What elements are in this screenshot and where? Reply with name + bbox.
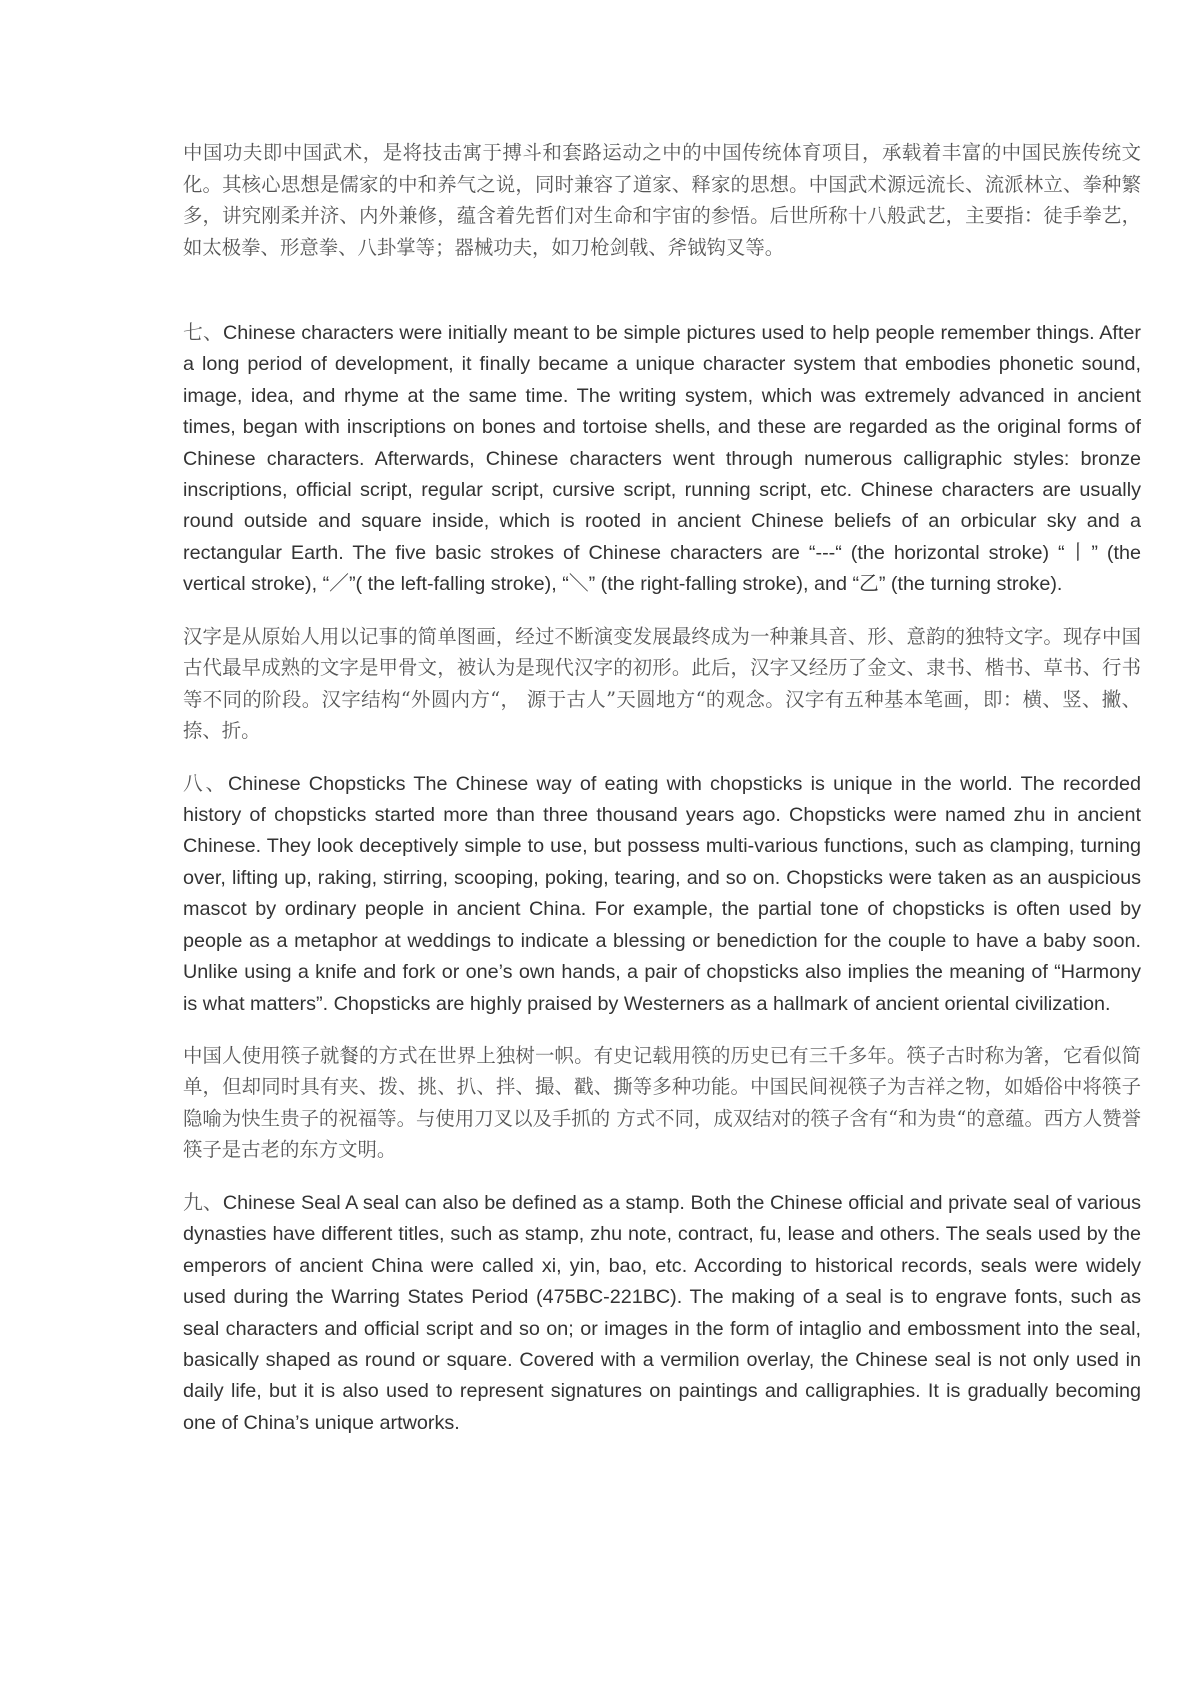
paragraph-characters-en [183,317,1141,601]
paragraph-seal-en [183,1187,1141,1439]
document-page [183,137,1141,1439]
section-number: 七、 [183,321,223,344]
paragraph-chopsticks-en [183,768,1141,1020]
paragraph-text: Chinese Chopsticks The Chinese way of eating with chopsticks is unique in the world. The recorded history of chopsticks started more than three thousand years ago. Chopsticks were named zhu in ancient Chinese. They look deceptively simple to use, but possess multi-various functions, such as clamping, turning over, lifting up, raking, stirring, scooping, poking, tearing, and so on. Chopsticks were taken as an auspicious mascot by ordinary people in ancient China. For example, the partial tone of chopsticks is often used by people as a metaphor at weddings to indicate a blessing or benediction for the couple to have a baby soon. Unlike using a knife and fork or one’s own hands, a pair of chopsticks also implies the meaning of “Harmony is what matters”. Chopsticks are highly praised by Westerners as a hallmark of ancient oriental civilization. [183,772,1141,1015]
section-number: 九、 [183,1190,223,1214]
paragraph-text: Chinese characters were initially meant to be simple pictures used to help people remember things. After a long period of development, it finally became a unique character system that embodies phonetic sound, image, idea, and rhyme at the same time. The writing system, which was extremely advanced in ancient times, began with inscriptions on bones and tortoise shells, and these are regarded as the original forms of Chinese characters. Afterwards, Chinese characters went through numerous calligraphic styles: bronze inscriptions, official script, regular script, cursive script, running script, etc. Chinese characters are usually round outside and square inside, which is rooted in ancient Chinese beliefs of an orbicular sky and a rectangular Earth. The five basic strokes of Chinese characters are “---“ (the horizontal stroke) “丨” (the vertical stroke), “／”( the left-falling stroke), “＼” (the right-falling stroke), and “乙” (the turning stroke). [183,322,1141,596]
paragraph-chopsticks-zh: 中国人使用筷子就餐的方式在世界上独树一帜。有史记载用筷的历史已有三千多年。筷子古时称为箸，它看似简单，但却同时具有夹、拨、挑、扒、拌、撮、戳、撕等多种功能。中国民间视筷子为吉祥之物，如婚俗中将筷子隐喻为快生贵子的祝福等。与使用刀叉以及手抓的 方式不同，成双结对的筷子含有“和为贵“的意蕴。西方人赞誉筷子是古老的东方文明。 [183,1043,1141,1162]
paragraph-kungfu-zh: 中国功夫即中国武术，是将技击寓于搏斗和套路运动之中的中国传统体育项目，承载着丰富的中国民族传统文化。其核心思想是儒家的中和养气之说，同时兼容了道家、释家的思想。中国武术源远流长、流派林立、拳种繁多，讲究刚柔并济、内外兼修，蕴含着先哲们对生命和宇宙的参悟。后世所称十八般武艺，主要指：徒手拳艺，如太极拳、形意拳、八卦掌等；器械功夫，如刀枪剑戟、斧钺钩叉等。 [183,141,1141,259]
paragraph-text: Chinese Seal A seal can also be defined as a stamp. Both the Chinese official and private seal of various dynasties have different titles, such as stamp, zhu note, contract, fu, lease and others. The seals used by the emperors of ancient China were called xi, yin, bao, etc. According to historical records, seals were widely used during the Warring States Period (475BC-221BC). The making of a seal is to engrave fonts, such as seal characters and official script and so on; or images in the form of intaglio and embossment into the seal, basically shaped as round or square. Covered with a vermilion overlay, the Chinese seal is not only used in daily life, but it is also used to represent signatures on paintings and calligraphies. It is gradually becoming one of China’s unique artworks. [183,1191,1141,1434]
paragraph-characters-zh: 汉字是从原始人用以记事的简单图画，经过不断演变发展最终成为一种兼具音、形、意韵的独特文字。现存中国古代最早成熟的文字是甲骨文，被认为是现代汉字的初形。此后，汉字又经历了金文、隶书、楷书、草书、行书等不同的阶段。汉字结构“外圆内方“， 源于古人”天圆地方“的观念。汉字有五种基本笔画，即：横、竖、撇、捺、折。 [183,624,1141,743]
section-number: 八、 [183,771,228,795]
